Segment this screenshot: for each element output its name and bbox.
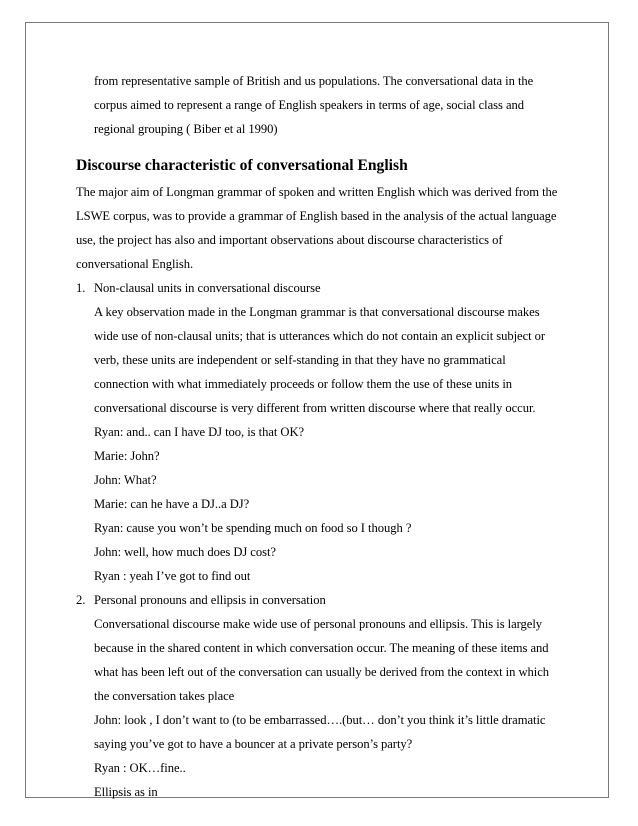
item2-line-6: saying you’ve got to have a bouncer at a private person’s party? bbox=[94, 737, 413, 751]
paragraph-line-3: use, the project has also and important observations about discourse characteristics of bbox=[76, 233, 503, 247]
item2-line-2: because in the shared content in which conversation occur. The meaning of these items and bbox=[94, 641, 549, 655]
item2-line-5: John: look , I don’t want to (to be embarrassed….(but… don’t you think it’s little dramatic bbox=[94, 713, 546, 727]
dialogue-line-6: John: well, how much does DJ cost? bbox=[94, 545, 276, 559]
item2-line-3: what has been left out of the conversation can usually be derived from the context in which bbox=[94, 665, 549, 679]
item1-line-1: A key observation made in the Longman grammar is that conversational discourse makes bbox=[94, 305, 540, 319]
intro-line-3: regional grouping ( Biber et al 1990) bbox=[94, 122, 278, 136]
dialogue-line-2: Marie: John? bbox=[94, 449, 160, 463]
section-heading: Discourse characteristic of conversational English bbox=[76, 157, 408, 174]
item2-line-8: Ellipsis as in bbox=[94, 785, 158, 799]
paragraph-line-2: LSWE corpus, was to provide a grammar of English based in the analysis of the actual language bbox=[76, 209, 557, 223]
paragraph-line-4: conversational English. bbox=[76, 257, 194, 271]
item1-line-2: wide use of non-clausal units; that is utterances which do not contain an explicit subject or bbox=[94, 329, 546, 343]
dialogue-line-4: Marie: can he have a DJ..a DJ? bbox=[94, 497, 250, 511]
intro-line-2: corpus aimed to represent a range of English speakers in terms of age, social class and bbox=[94, 98, 524, 112]
dialogue-line-1: Ryan: and.. can I have DJ too, is that OK? bbox=[94, 425, 305, 439]
item1-line-4: connection with what immediately proceeds or follow them the use of these units in bbox=[94, 377, 513, 391]
dialogue-line-5: Ryan: cause you won’t be spending much on food so I though ? bbox=[94, 521, 412, 535]
item2-line-1: Conversational discourse make wide use of personal pronouns and ellipsis. This is largely bbox=[94, 617, 543, 631]
item2-line-7: Ryan : OK…fine.. bbox=[94, 761, 186, 775]
item1-line-3: verb, these units are independent or self-standing in that they have no grammatical bbox=[94, 353, 506, 367]
paragraph-line-1: The major aim of Longman grammar of spoken and written English which was derived from the bbox=[76, 185, 558, 199]
item2-line-4: the conversation takes place bbox=[94, 689, 235, 703]
intro-line-1: from representative sample of British and us populations. The conversational data in the bbox=[94, 74, 534, 88]
item2-number: 2. bbox=[76, 593, 86, 607]
item1-line-5: conversational discourse is very different from written discourse where that really occur. bbox=[94, 401, 536, 415]
dialogue-line-3: John: What? bbox=[94, 473, 157, 487]
item1-title: Non-clausal units in conversational discourse bbox=[94, 281, 321, 295]
item2-title: Personal pronouns and ellipsis in conversation bbox=[94, 593, 326, 607]
dialogue-line-7: Ryan : yeah I’ve got to find out bbox=[94, 569, 251, 583]
item1-number: 1. bbox=[76, 281, 86, 295]
